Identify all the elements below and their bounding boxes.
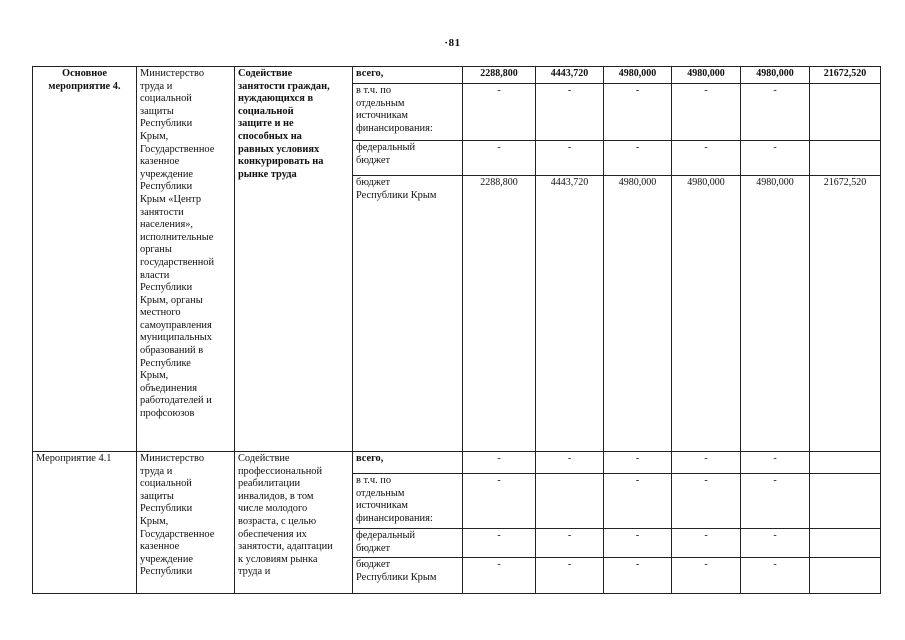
value-cell: -: [672, 84, 741, 141]
value-cell: -: [672, 529, 741, 558]
total-cell: 21672,520: [810, 176, 881, 452]
value-cell: 2288,800: [463, 176, 536, 452]
source-label: всего,: [353, 67, 463, 84]
table-row: [33, 452, 881, 474]
page-number: ·81: [444, 37, 461, 49]
total-cell: [810, 84, 881, 141]
value-cell: -: [463, 474, 536, 529]
value-cell: 4443,720: [536, 176, 604, 452]
value-cell: 4980,000: [741, 67, 810, 84]
value-cell: -: [741, 558, 810, 594]
table-row: [33, 67, 881, 84]
source-label: в т.ч. по отдельным источникам финансирования:: [353, 84, 463, 141]
executors-cell: Министерство труда и социальной защиты Республики Крым, Государственное казенное учреждение Республики Крым «Центр занятости населения», исполнительные органы государственной власти Республики Крым, органы местного самоуправления муниципальных образований в Республике Крым, объединения работодателей и профсоюзов: [137, 67, 235, 452]
value-cell: 4980,000: [604, 176, 672, 452]
source-label: федеральный бюджет: [353, 529, 463, 558]
value-cell: -: [463, 452, 536, 474]
source-label: в т.ч. по отдельным источникам финансирования:: [353, 474, 463, 529]
value-cell: -: [536, 84, 604, 141]
value-cell: -: [604, 141, 672, 176]
value-cell: -: [463, 529, 536, 558]
value-cell: 2288,800: [463, 67, 536, 84]
value-cell: 4980,000: [672, 176, 741, 452]
value-cell: -: [463, 141, 536, 176]
value-cell: -: [672, 474, 741, 529]
value-cell: -: [604, 558, 672, 594]
value-cell: -: [604, 452, 672, 474]
value-cell: -: [672, 558, 741, 594]
total-cell: 21672,520: [810, 67, 881, 84]
source-label: бюджет Республики Крым: [353, 176, 463, 452]
value-cell: -: [463, 84, 536, 141]
value-cell: -: [741, 474, 810, 529]
value-cell: -: [604, 529, 672, 558]
value-cell: -: [741, 529, 810, 558]
value-cell: -: [536, 452, 604, 474]
goal-cell: Содействие занятости граждан, нуждающихся в социальной защите и не способных на равных условиях конкурировать на рынке труда: [235, 67, 353, 452]
value-cell: -: [741, 452, 810, 474]
value-cell: -: [672, 452, 741, 474]
total-cell: [810, 141, 881, 176]
value-cell: 4980,000: [672, 67, 741, 84]
value-cell: -: [536, 558, 604, 594]
source-label: всего,: [353, 452, 463, 474]
value-cell: -: [536, 141, 604, 176]
measure-cell: Мероприятие 4.1: [33, 452, 137, 594]
total-cell: [810, 474, 881, 529]
value-cell: -: [604, 84, 672, 141]
source-label: бюджет Республики Крым: [353, 558, 463, 594]
goal-cell: Содействие профессиональной реабилитации инвалидов, в том числе молодого возраста, с целью обеспечения их занятости, адаптации к условиям рынка труда и: [235, 452, 353, 594]
value-cell: 4980,000: [604, 67, 672, 84]
value-cell: -: [741, 84, 810, 141]
total-cell: [810, 529, 881, 558]
executors-cell: Министерство труда и социальной защиты Республики Крым, Государственное казенное учреждение Республики: [137, 452, 235, 594]
measure-cell: Основное мероприятие 4.: [33, 67, 137, 452]
value-cell: [536, 474, 604, 529]
total-cell: [810, 558, 881, 594]
value-cell: -: [672, 141, 741, 176]
value-cell: 4443,720: [536, 67, 604, 84]
value-cell: -: [604, 474, 672, 529]
source-label: федеральный бюджет: [353, 141, 463, 176]
total-cell: [810, 452, 881, 474]
funding-table: [32, 66, 881, 594]
value-cell: -: [741, 141, 810, 176]
value-cell: 4980,000: [741, 176, 810, 452]
value-cell: -: [536, 529, 604, 558]
value-cell: -: [463, 558, 536, 594]
